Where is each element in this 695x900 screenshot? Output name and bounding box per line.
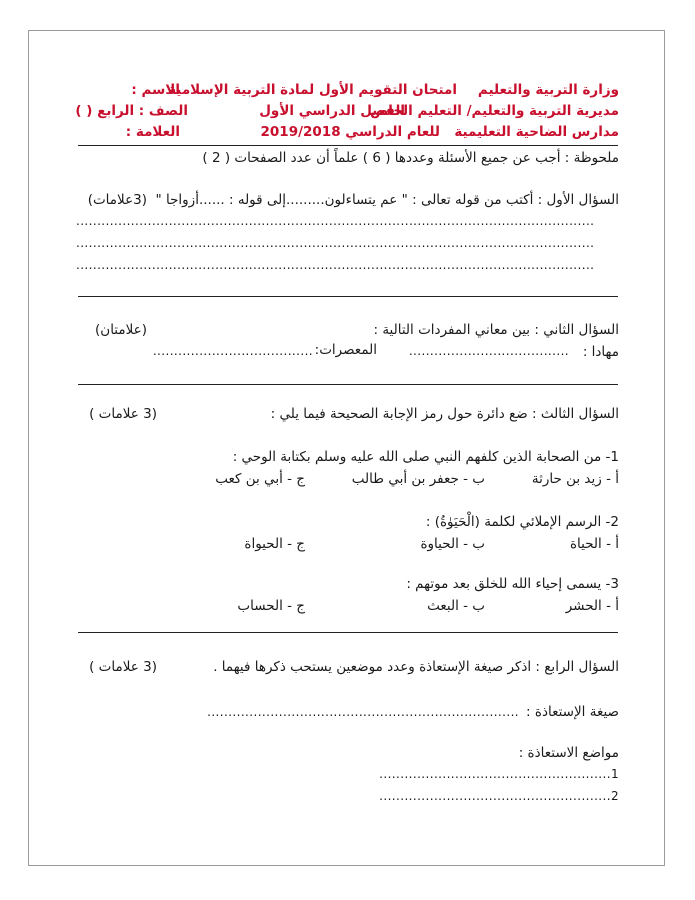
q4-place-2-answer[interactable]: 2....................................................... xyxy=(379,789,619,803)
q2-word-mihada-answer[interactable]: ...................................... xyxy=(408,344,569,358)
q2-word-muasirat: المعصرات: xyxy=(314,342,377,358)
q4-formula-answer[interactable]: .......................................................................... xyxy=(207,705,519,719)
q3-item3-option-a[interactable]: أ - الحشر xyxy=(565,598,619,614)
q3-item2-option-c[interactable]: ج - الحيواة xyxy=(244,536,305,552)
q1-answer-line[interactable]: ........................................................................................................................... xyxy=(76,258,595,272)
exam-title: امتحان التقويم الأول لمادة التربية الإسلامية xyxy=(168,82,457,98)
q1-divider xyxy=(78,296,618,297)
q4-formula-label: صيغة الإستعاذة : xyxy=(526,704,619,720)
directorate-name: مديرية التربية والتعليم/ التعليم الخاص xyxy=(370,103,619,119)
q3-item2-option-b[interactable]: ب - الحياوة xyxy=(420,536,485,552)
q3-item3-option-c[interactable]: ج - الحساب xyxy=(237,598,305,614)
q1-marks: (3علامات) xyxy=(87,192,147,208)
q3-divider xyxy=(78,632,618,633)
grade-label: الصف : الرابع ( ) xyxy=(75,103,188,119)
q3-text: السؤال الثالث : ضع دائرة حول رمز الإجابة الصحيحة فيما يلي : xyxy=(270,406,619,422)
q3-item1-option-b[interactable]: ب - جعفر بن أبي طالب xyxy=(351,471,485,487)
q1-answer-line[interactable]: ........................................................................................................................... xyxy=(76,214,595,228)
q2-divider xyxy=(78,384,618,385)
q4-place-1-answer[interactable]: 1....................................................... xyxy=(379,767,619,781)
q3-item3-stem: 3- يسمى إحياء الله للخلق بعد موتهم : xyxy=(406,576,619,592)
exam-note: ملحوظة : أجب عن جميع الأسئلة وعددها ( 6 ) علماً أن عدد الصفحات ( 2 ) xyxy=(202,150,619,166)
student-name-label: الاسم : xyxy=(131,82,180,98)
q1-answer-line[interactable]: ........................................................................................................................... xyxy=(76,236,595,250)
q4-places-label: مواضع الاستعاذة : xyxy=(518,745,619,761)
header-divider xyxy=(78,145,618,146)
school-name: مدارس الضاحية التعليمية xyxy=(454,124,619,140)
q2-text: السؤال الثاني : بين معاني المفردات التالية : xyxy=(373,322,619,338)
academic-year: للعام الدراسي 2019/2018 xyxy=(260,124,440,140)
q3-item1-option-a[interactable]: أ - زيد بن حارثة xyxy=(531,471,619,487)
mark-label: العلامة : xyxy=(125,124,180,140)
q1-text: السؤال الأول : أكتب من قوله تعالى : " عم يتساءلون.........إلى قوله : ......أزواجا " xyxy=(155,192,619,208)
q3-item2-stem: 2- الرسم الإملائي لكلمة (الْحَيَوٰةُ) : xyxy=(425,514,619,530)
q3-item1-option-c[interactable]: ج - أبي بن كعب xyxy=(215,471,305,487)
ministry-name: وزارة التربية والتعليم xyxy=(477,82,619,98)
q2-marks: (علامتان) xyxy=(95,322,147,338)
q3-item2-option-a[interactable]: أ - الحياة xyxy=(569,536,619,552)
q3-item3-option-b[interactable]: ب - البعث xyxy=(427,598,485,614)
q4-marks: (3 علامات ) xyxy=(89,659,157,675)
q2-word-muasirat-answer[interactable]: ...................................... xyxy=(152,344,313,358)
q2-word-mihada: مهادا : xyxy=(582,344,619,360)
semester-label: الفصل الدراسي الأول xyxy=(259,103,405,119)
q4-text: السؤال الرابع : اذكر صيغة الإستعاذة وعدد موضعين يستحب ذكرها فيهما . xyxy=(213,659,619,675)
q3-marks: (3 علامات ) xyxy=(89,406,157,422)
q3-item1-stem: 1- من الصحابة الذين كلفهم النبي صلى الله عليه وسلم بكتابة الوحي : xyxy=(232,449,619,465)
